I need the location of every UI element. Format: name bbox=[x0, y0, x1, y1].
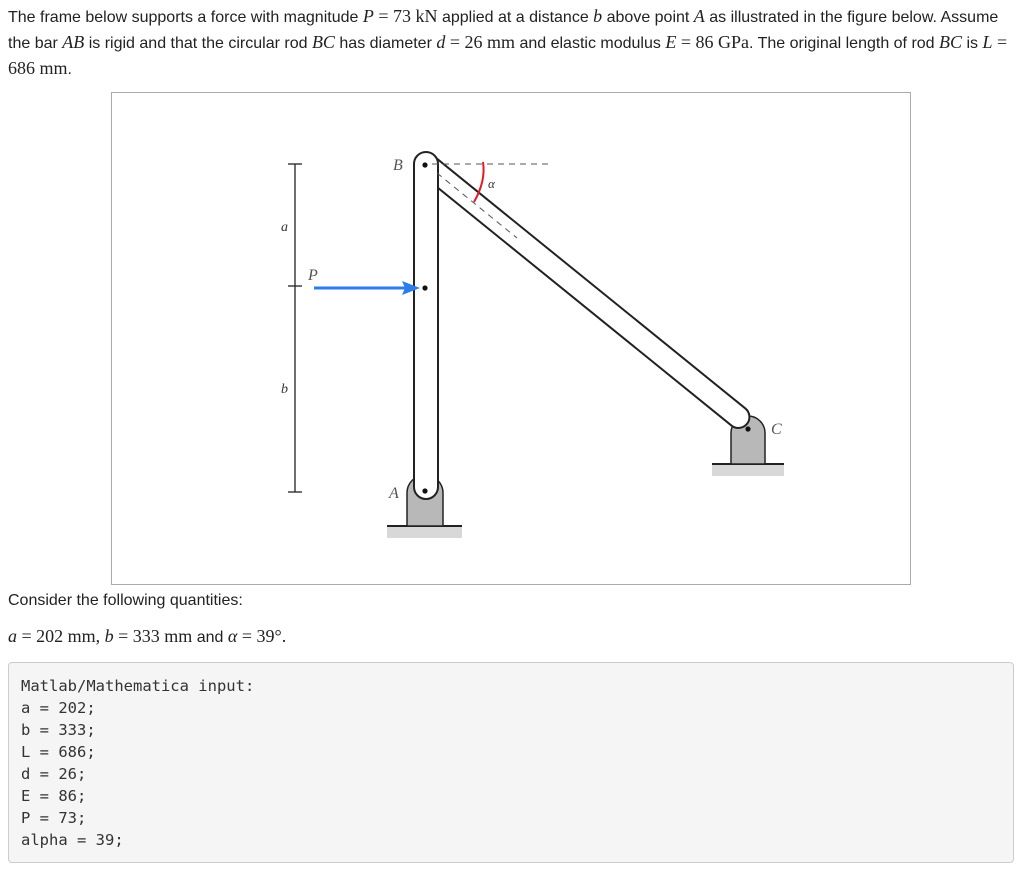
ground-c bbox=[712, 464, 784, 476]
label-a: A bbox=[389, 485, 399, 502]
math-E: E bbox=[665, 32, 677, 52]
math-L: L bbox=[982, 32, 993, 52]
dim-label-a: a bbox=[281, 220, 288, 235]
code-input-box bbox=[8, 662, 1014, 863]
dimension-line bbox=[288, 164, 302, 492]
label-c: C bbox=[771, 421, 782, 438]
math-b: b bbox=[593, 6, 603, 26]
code-line: P = 73; bbox=[21, 809, 87, 827]
dim-label-b: b bbox=[281, 382, 288, 397]
consider-text: Consider the following quantities: bbox=[8, 592, 243, 609]
load-point bbox=[422, 285, 427, 290]
pin-b bbox=[422, 162, 427, 167]
math-AB: AB bbox=[62, 32, 85, 52]
math-P: P bbox=[362, 6, 374, 26]
code-line: a = 202; bbox=[21, 699, 96, 717]
frame-diagram bbox=[112, 93, 912, 586]
code-line: b = 333; bbox=[21, 721, 96, 739]
problem-statement: The frame below supports a force with magnitude P = 73 kN applied at a distance b above point A as illustrated in the figure below. Assume the bar AB is rigid and that the circular rod BC has diameter d = 26 mm and elastic modulus E = 86 GPa. The original length of rod BC is L = 686 mm. bbox=[8, 6, 1008, 78]
pin-c bbox=[745, 426, 750, 431]
code-line: d = 26; bbox=[21, 765, 87, 783]
given-quantities: a = 202 mm, b = 333 mm and α = 39°. bbox=[8, 626, 287, 646]
math-BC-2: BC bbox=[939, 32, 963, 52]
force-arrow bbox=[314, 281, 420, 295]
bar-ab bbox=[414, 152, 438, 499]
code-line: alpha = 39; bbox=[21, 831, 124, 849]
code-header: Matlab/Mathematica input: bbox=[21, 677, 255, 695]
rod-bc bbox=[411, 149, 754, 433]
label-b: B bbox=[393, 157, 403, 174]
label-p: P bbox=[308, 267, 318, 284]
angle-label: α bbox=[488, 176, 495, 191]
ground-a bbox=[387, 526, 462, 538]
math-d: d bbox=[436, 32, 446, 52]
math-BC: BC bbox=[311, 32, 335, 52]
math-A: A bbox=[693, 6, 705, 26]
code-line: E = 86; bbox=[21, 787, 87, 805]
frame-figure bbox=[111, 92, 911, 585]
pin-a bbox=[422, 488, 427, 493]
code-line: L = 686; bbox=[21, 743, 96, 761]
